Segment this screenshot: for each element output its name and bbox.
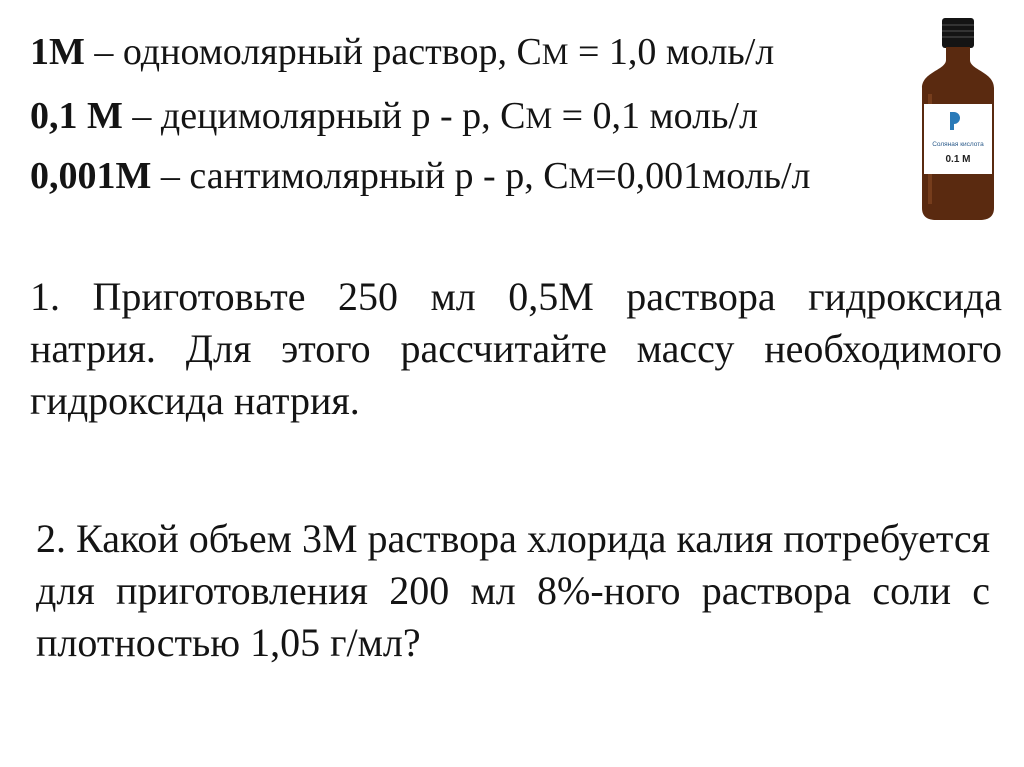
task-1: 1. Приготовьте 250 мл 0,5М раствора гидроксида натрия. Для этого рассчитайте массу необходимого гидроксида натрия.	[30, 274, 1002, 423]
definition-centimolar	[30, 154, 811, 201]
definition-text: – сантимолярный р - р, С	[151, 155, 569, 197]
definition-value: = 1,0 моль/л	[568, 31, 775, 73]
task-2: 2. Какой объем 3М раствора хлорида калия потребуется для приготовления 200 мл 8%-ного раствора соли с плотностью 1,05 г/мл?	[36, 516, 990, 665]
bottle-image	[916, 14, 1000, 222]
definition-value: =0,001моль/л	[595, 155, 811, 197]
definition-decimolar	[30, 94, 758, 141]
definition-text: – децимолярный р - р, С	[122, 95, 526, 137]
definition-prefix: 1М	[30, 31, 85, 73]
definition-subscript: М	[525, 102, 553, 135]
bottle-label-title: Соляная кислота	[932, 141, 984, 148]
definition-subscript: М	[541, 38, 569, 71]
bottle-cap	[942, 18, 974, 48]
definition-value: = 0,1 моль/л	[552, 95, 758, 137]
definition-text: – одномолярный раствор, С	[84, 31, 542, 73]
definition-subscript: М	[568, 162, 596, 195]
definition-prefix: 0,1 М	[30, 95, 123, 137]
definition-one-molar	[30, 30, 774, 77]
definition-prefix: 0,001М	[30, 155, 152, 197]
bottle-label-value: 0.1 M	[945, 154, 971, 165]
bottle-neck	[946, 47, 970, 61]
